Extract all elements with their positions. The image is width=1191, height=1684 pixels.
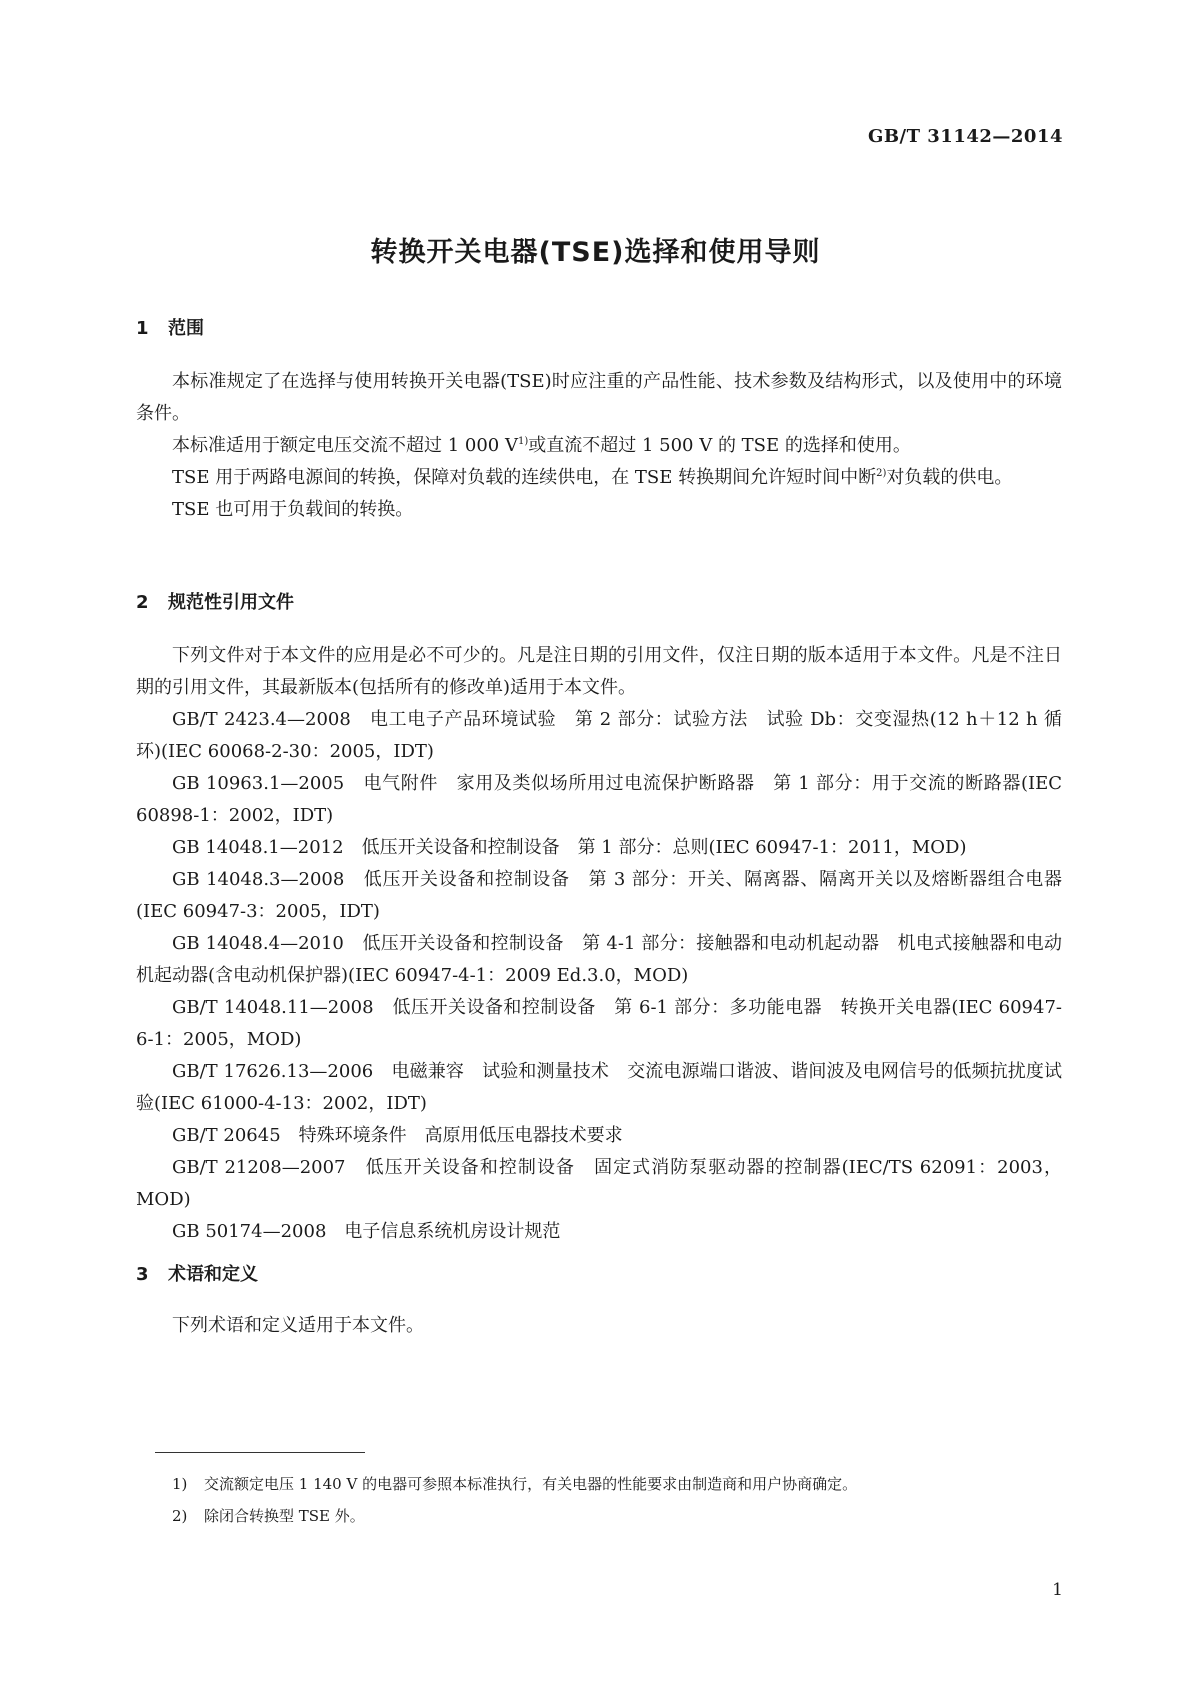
footnote-divider <box>155 1452 365 1453</box>
page-number: 1 <box>1052 1580 1063 1600</box>
footnote <box>172 1468 1072 1500</box>
section-title: 规范性引用文件 <box>168 592 294 613</box>
paragraph: TSE 也可用于负载间的转换。 <box>172 499 414 520</box>
reference-item: GB/T 17626.13—2006 电磁兼容 试验和测量技术 交流电源端口谐波、谐间波及电网信号的低频抗扰度试验(IEC 61000-4-13：2002，IDT) <box>136 1061 1062 1114</box>
footnote-mark: 2) <box>172 1507 188 1525</box>
reference-item: GB 14048.1—2012 低压开关设备和控制设备 第 1 部分：总则(IEC 60947-1：2011，MOD) <box>172 837 967 858</box>
text-run: 或直流不超过 1 500 V 的 TSE 的选择和使用。 <box>528 435 911 456</box>
text-run: TSE 用于两路电源间的转换，保障对负载的连续供电，在 TSE 转换期间允许短时间中断 <box>172 467 877 488</box>
section-title: 范围 <box>168 318 204 339</box>
reference-item: GB/T 20645 特殊环境条件 高原用低压电器技术要求 <box>172 1125 623 1146</box>
section-3-body <box>136 1310 1062 1342</box>
section-number: 3 <box>136 1264 149 1285</box>
paragraph: 本标准规定了在选择与使用转换开关电器(TSE)时应注重的产品性能、技术参数及结构形式，以及使用中的环境条件。 <box>136 371 1062 424</box>
section-number: 2 <box>136 592 149 613</box>
reference-item: GB/T 2423.4—2008 电工电子产品环境试验 第 2 部分：试验方法 试验 Db：交变湿热(12 h＋12 h 循环)(IEC 60068-2-30：2005，IDT) <box>136 709 1062 762</box>
footnote-mark: 1) <box>172 1475 188 1493</box>
paragraph <box>136 430 1062 462</box>
section-3-heading <box>136 1260 258 1286</box>
footnote <box>172 1500 1072 1532</box>
text-run: 对负载的供电。 <box>886 467 1013 488</box>
section-1-heading <box>136 314 204 340</box>
standard-code: GB/T 31142—2014 <box>867 126 1063 147</box>
section-2-body <box>136 640 1062 1248</box>
footnote-text: 除闭合转换型 TSE 外。 <box>204 1507 365 1525</box>
reference-item: GB 14048.3—2008 低压开关设备和控制设备 第 3 部分：开关、隔离器、隔离开关以及熔断器组合电器(IEC 60947-3：2005，IDT) <box>136 869 1062 922</box>
reference-item: GB 14048.4—2010 低压开关设备和控制设备 第 4-1 部分：接触器和电动机起动器 机电式接触器和电动机起动器(含电动机保护器)(IEC 60947-4-1：2009 Ed.3.0，MOD) <box>136 933 1062 986</box>
reference-item: GB/T 14048.11—2008 低压开关设备和控制设备 第 6-1 部分：多功能电器 转换开关电器(IEC 60947-6-1：2005，MOD) <box>136 997 1062 1050</box>
footnote-ref: 2) <box>876 468 887 479</box>
paragraph: 下列文件对于本文件的应用是必不可少的。凡是注日期的引用文件，仅注日期的版本适用于本文件。凡是不注日期的引用文件，其最新版本(包括所有的修改单)适用于本文件。 <box>136 645 1062 698</box>
section-number: 1 <box>136 318 149 339</box>
paragraph: 下列术语和定义适用于本文件。 <box>172 1315 424 1336</box>
footnote-ref: 1) <box>517 436 529 447</box>
text-run: 本标准适用于额定电压交流不超过 1 000 V <box>172 435 518 456</box>
footnote-text: 交流额定电压 1 140 V 的电器可参照本标准执行，有关电器的性能要求由制造商和用户协商确定。 <box>204 1475 858 1493</box>
section-2-heading <box>136 588 294 614</box>
footnotes <box>172 1468 1072 1532</box>
paragraph <box>136 462 1062 494</box>
reference-item: GB 50174—2008 电子信息系统机房设计规范 <box>172 1221 561 1242</box>
section-title: 术语和定义 <box>168 1264 258 1285</box>
section-1-body <box>136 366 1062 526</box>
reference-item: GB/T 21208—2007 低压开关设备和控制设备 固定式消防泵驱动器的控制器(IEC/TS 62091：2003，MOD) <box>136 1157 1062 1210</box>
reference-item: GB 10963.1—2005 电气附件 家用及类似场所用过电流保护断路器 第 1 部分：用于交流的断路器(IEC 60898-1：2002，IDT) <box>136 773 1062 826</box>
document-title: 转换开关电器(TSE)选择和使用导则 <box>370 237 821 268</box>
